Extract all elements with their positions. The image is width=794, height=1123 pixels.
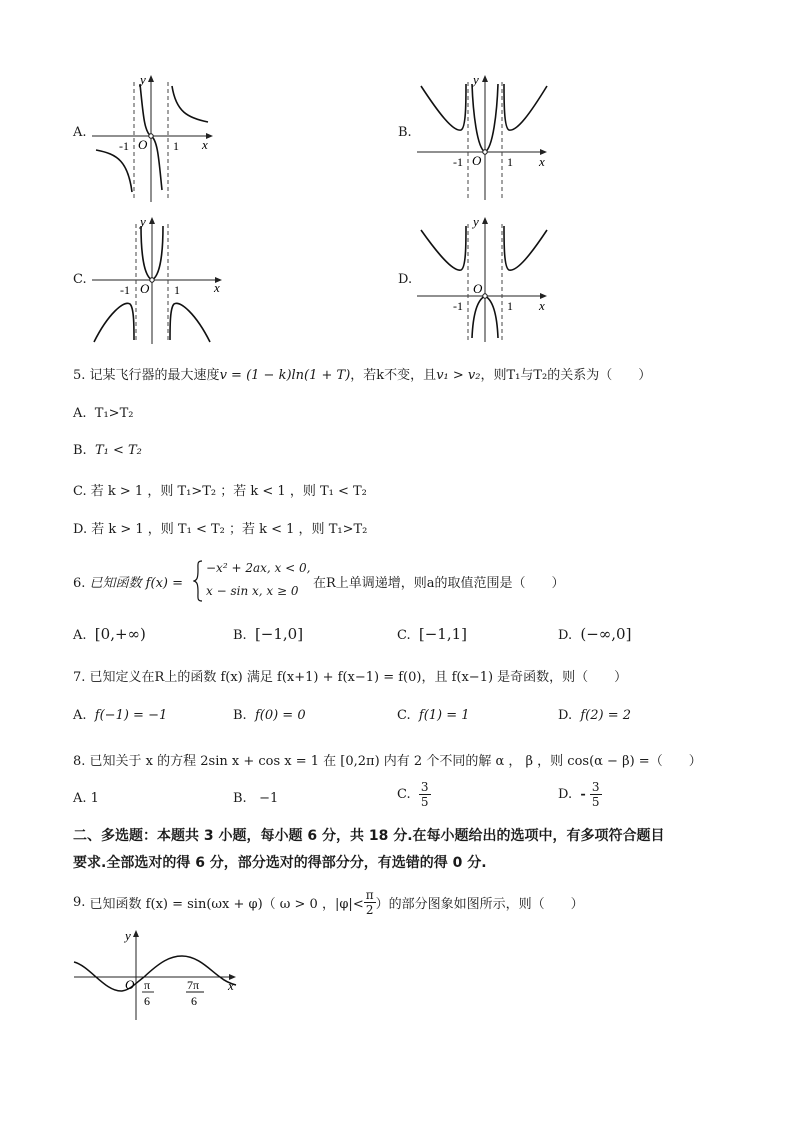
q5-option-d[interactable] <box>73 518 367 537</box>
q4-graph-a <box>88 72 218 204</box>
q9-tick1-num: π <box>144 978 151 992</box>
q7-option-d-letter: D. <box>558 708 573 723</box>
q7-number: 7. <box>73 670 86 685</box>
q8-option-a-text: 1 <box>90 791 99 806</box>
q5-option-d-text: 若 k > 1 ，则 T₁ < T₂ ；若 k < 1 ，则 T₁>T₂ <box>91 522 368 537</box>
q6-option-c-letter: C. <box>397 628 411 643</box>
q4-c-origin: O <box>140 281 150 296</box>
q9-text-suffix: ）的部分图象如图所示，则（ ） <box>375 897 584 912</box>
q9-number: 9. <box>73 895 86 910</box>
q4-a-neg-tick: -1 <box>119 139 129 153</box>
q6-option-d-letter: D. <box>558 628 573 643</box>
q8-number: 8. <box>73 754 86 769</box>
q5-option-b-letter: B. <box>73 443 87 458</box>
q5-text-prefix: 记某飞行器的最大速度 <box>89 368 220 383</box>
q7-option-a[interactable] <box>73 708 167 723</box>
q4-b-origin: O <box>472 153 482 168</box>
q9-frac-den: 2 <box>365 903 374 917</box>
q4-graph-b <box>413 72 551 202</box>
q4-a-pos-tick: 1 <box>173 139 179 153</box>
q6-stem <box>73 572 183 591</box>
q5-text-mid: ，若k不变，且 <box>350 368 437 383</box>
q9-stem <box>73 888 584 917</box>
q9-tick2-den: 6 <box>191 994 197 1008</box>
q5-stem <box>73 364 651 383</box>
q4-b-neg-tick: -1 <box>453 155 463 169</box>
q4-graph-c <box>88 214 226 346</box>
q8-text: 已知关于 x 的方程 2sin x + cos x = 1 在 [0,2π) 内有 2 个不同的解 α ， β ，则 cos(α − β) =（ ） <box>89 754 702 769</box>
q8-option-c-fraction <box>419 780 431 809</box>
q4-d-origin: O <box>473 281 483 296</box>
q8-option-d[interactable] <box>558 780 602 809</box>
q4-option-d-letter[interactable]: D. <box>398 272 413 287</box>
q5-option-c-text: 若 k > 1 ，则 T₁>T₂ ；若 k < 1 ，则 T₁ < T₂ <box>90 484 367 499</box>
q9-tick1-den: 6 <box>144 994 150 1008</box>
q4-option-a-letter[interactable]: A. <box>73 125 87 140</box>
section-2-line-2: 要求.全部选对的得 6 分，部分选对的得部分分，有选错的得 0 分. <box>73 855 487 871</box>
q4-b-y-label: y <box>473 72 479 87</box>
q4-option-c-letter[interactable]: C. <box>73 272 87 287</box>
q6-option-a-letter: A. <box>73 628 87 643</box>
q5-option-b[interactable] <box>73 443 142 458</box>
q9-y-label: y <box>125 928 131 943</box>
q6-case-2 <box>206 584 298 598</box>
q9-sine-graph <box>70 926 242 1022</box>
q6-number: 6. <box>73 576 86 591</box>
q8-option-b-letter: B. <box>233 791 247 806</box>
q8-option-a[interactable] <box>73 791 99 806</box>
q6-option-a-text: [0,+∞) <box>94 625 146 643</box>
q7-option-a-text: f(−1) = −1 <box>94 708 168 723</box>
q7-option-c-text: f(1) = 1 <box>418 708 470 723</box>
q6-brace <box>193 560 203 602</box>
q6-option-b-text: [−1,0] <box>254 625 304 643</box>
q6-case-1-text: −x² + 2ax, x < 0, <box>206 561 311 575</box>
q5-option-d-letter: D. <box>73 522 88 537</box>
q6-text-prefix: 已知函数 f(x) = <box>89 576 183 591</box>
q8-option-d-letter: D. <box>558 787 573 802</box>
q4-a-y-label: y <box>140 72 146 87</box>
q6-option-d[interactable] <box>558 625 631 643</box>
q8-option-b[interactable] <box>233 791 278 806</box>
q7-option-b-letter: B. <box>233 708 247 723</box>
q7-option-a-letter: A. <box>73 708 87 723</box>
q4-c-neg-tick: -1 <box>120 283 130 297</box>
q5-number: 5. <box>73 368 86 383</box>
q7-option-c-letter: C. <box>397 708 411 723</box>
q4-d-x-label: x <box>539 298 545 313</box>
q9-frac-num: π <box>365 888 374 902</box>
q7-option-b[interactable] <box>233 708 306 723</box>
q9-origin: O <box>125 977 135 992</box>
q8-option-c-letter: C. <box>397 787 411 802</box>
q6-option-b[interactable] <box>233 625 303 643</box>
q8-option-d-den: 5 <box>591 795 600 809</box>
q9-tick2-num: 7π <box>187 978 200 992</box>
q4-graph-d <box>413 214 551 344</box>
q4-c-x-label: x <box>214 280 220 295</box>
q8-option-d-num: 3 <box>591 780 600 794</box>
q8-stem <box>73 750 702 769</box>
q8-option-d-sign: - <box>580 787 586 802</box>
q7-option-d[interactable] <box>558 708 631 723</box>
q7-option-d-text: f(2) = 2 <box>580 708 632 723</box>
q5-option-a[interactable] <box>73 406 133 421</box>
q5-text-suffix: ，则T₁与T₂的关系为（ ） <box>480 368 652 383</box>
q6-case-1 <box>206 561 310 575</box>
q8-option-c-den: 5 <box>420 795 429 809</box>
q5-option-a-text: T₁>T₂ <box>94 406 134 421</box>
q6-case-2-text: x − sin x, x ≥ 0 <box>206 584 299 598</box>
q4-d-pos-tick: 1 <box>507 299 513 313</box>
q6-text-suffix: 在R上单调递增，则a的取值范围是（ ） <box>313 576 565 591</box>
q4-b-x-label: x <box>539 154 545 169</box>
q9-x-label: x <box>228 978 234 993</box>
q5-condition: v₁ > v₂ <box>436 368 481 383</box>
q8-option-b-text: −1 <box>259 791 279 806</box>
q7-stem <box>73 666 627 685</box>
q5-option-b-text: T₁ < T₂ <box>94 443 142 458</box>
q4-d-neg-tick: -1 <box>453 299 463 313</box>
q8-option-c-num: 3 <box>420 780 429 794</box>
q8-option-c[interactable] <box>397 780 431 809</box>
q4-c-pos-tick: 1 <box>174 283 180 297</box>
q5-formula: v = (1 − k)ln(1 + T) <box>219 368 351 383</box>
q4-b-pos-tick: 1 <box>507 155 513 169</box>
q6-option-b-letter: B. <box>233 628 247 643</box>
q9-fraction <box>364 888 376 917</box>
q4-a-origin: O <box>138 137 148 152</box>
q5-option-c-letter: C. <box>73 484 87 499</box>
section-2-heading <box>73 823 723 877</box>
q9-text-prefix: 已知函数 f(x) = sin(ωx + φ)（ ω > 0 ，|φ|< <box>89 897 364 912</box>
q4-a-x-label: x <box>202 137 208 152</box>
q7-option-c[interactable] <box>397 708 470 723</box>
q4-c-y-label: y <box>140 214 146 229</box>
q8-option-a-letter: A. <box>73 791 87 806</box>
q4-option-b-letter[interactable]: B. <box>398 125 412 140</box>
q7-text: 已知定义在R上的函数 f(x) 满足 f(x+1) + f(x−1) = f(0)，且 f(x−1) 是奇函数，则（ ） <box>89 670 628 685</box>
q7-option-b-text: f(0) = 0 <box>254 708 306 723</box>
q6-option-d-text: (−∞,0] <box>580 625 632 643</box>
q6-option-a[interactable] <box>73 625 146 643</box>
section-2-line-1: 二、多选题：本题共 3 小题，每小题 6 分，共 18 分.在每小题给出的选项中，有多项符合题目 <box>73 828 665 844</box>
q5-option-a-letter: A. <box>73 406 87 421</box>
q5-option-c[interactable] <box>73 480 367 499</box>
q6-option-c-text: [−1,1] <box>418 625 468 643</box>
q4-d-y-label: y <box>473 214 479 229</box>
q6-option-c[interactable] <box>397 625 467 643</box>
q8-option-d-fraction <box>590 780 602 809</box>
